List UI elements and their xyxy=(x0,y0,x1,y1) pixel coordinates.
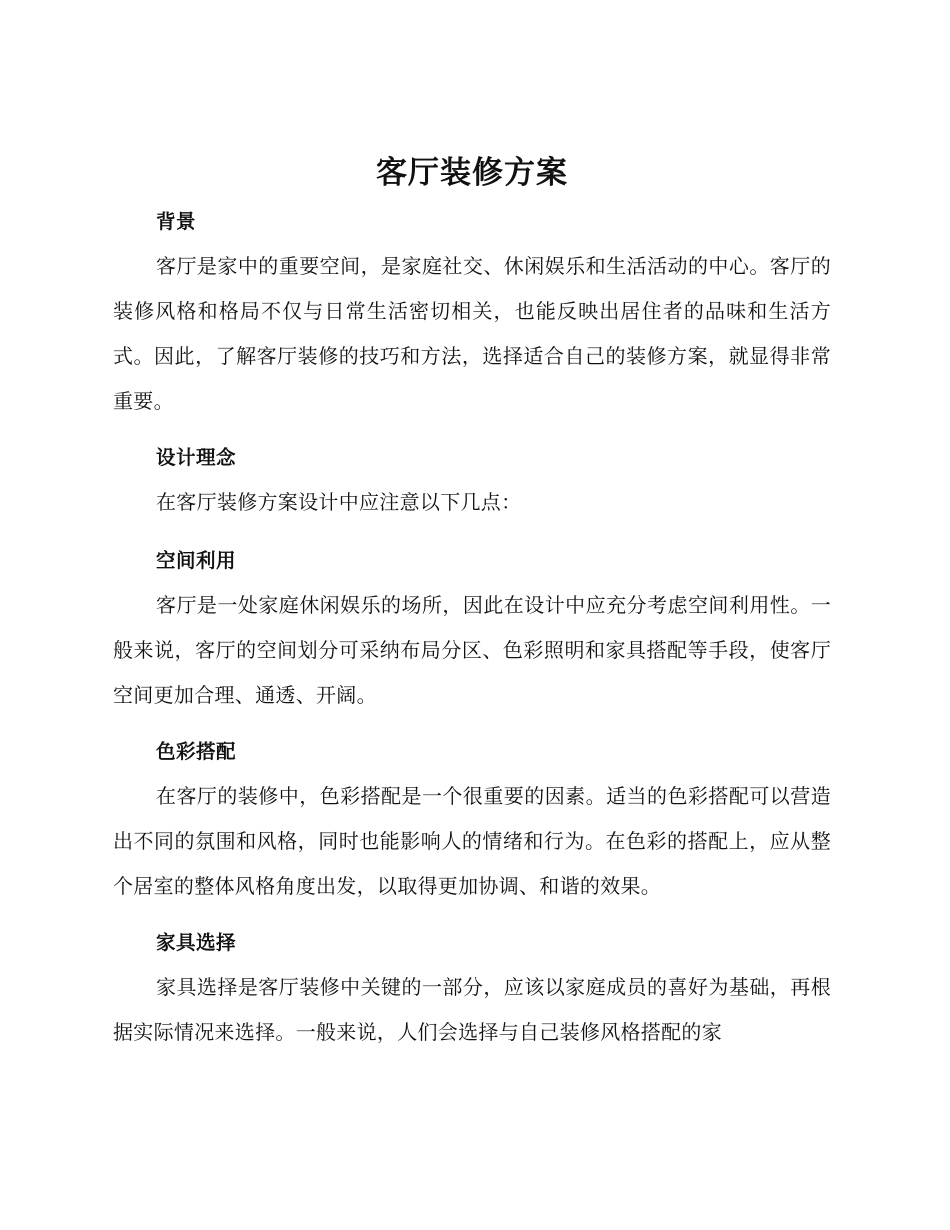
paragraph-space-utilization: 客厅是一处家庭休闲娱乐的场所，因此在设计中应充分考虑空间利用性。一般来说，客厅的空间划分可采纳布局分区、色彩照明和家具搭配等手段，使客厅空间更加合理、通透、开阔。 xyxy=(113,593,831,707)
section-heading-space-utilization: 空间利用 xyxy=(156,549,237,572)
section-heading-furniture-selection: 家具选择 xyxy=(156,931,237,954)
section-heading-design-concept: 设计理念 xyxy=(156,446,237,469)
paragraph-design-concept: 在客厅装修方案设计中应注意以下几点： xyxy=(156,490,522,514)
paragraph-color-matching: 在客厅的装修中，色彩搭配是一个很重要的因素。适当的色彩搭配可以营造出不同的氛围和风格，同时也能影响人的情绪和行为。在色彩的搭配上，应从整个居室的整体风格角度出发，以取得更加协调、和谐的效果。 xyxy=(113,784,831,898)
document-page xyxy=(113,150,831,1077)
paragraph-background: 客厅是家中的重要空间，是家庭社交、休闲娱乐和生活活动的中心。客厅的装修风格和格局不仅与日常生活密切相关，也能反映出居住者的品味和生活方式。因此，了解客厅装修的技巧和方法，选择适合自己的装修方案，就显得非常重要。 xyxy=(113,254,831,413)
document-title: 客厅装修方案 xyxy=(376,155,568,191)
section-heading-color-matching: 色彩搭配 xyxy=(156,740,237,763)
section-heading-background: 背景 xyxy=(156,210,197,233)
paragraph-furniture-selection: 家具选择是客厅装修中关键的一部分，应该以家庭成员的喜好为基础，再根据实际情况来选择。一般来说，人们会选择与自己装修风格搭配的家 xyxy=(113,975,831,1044)
